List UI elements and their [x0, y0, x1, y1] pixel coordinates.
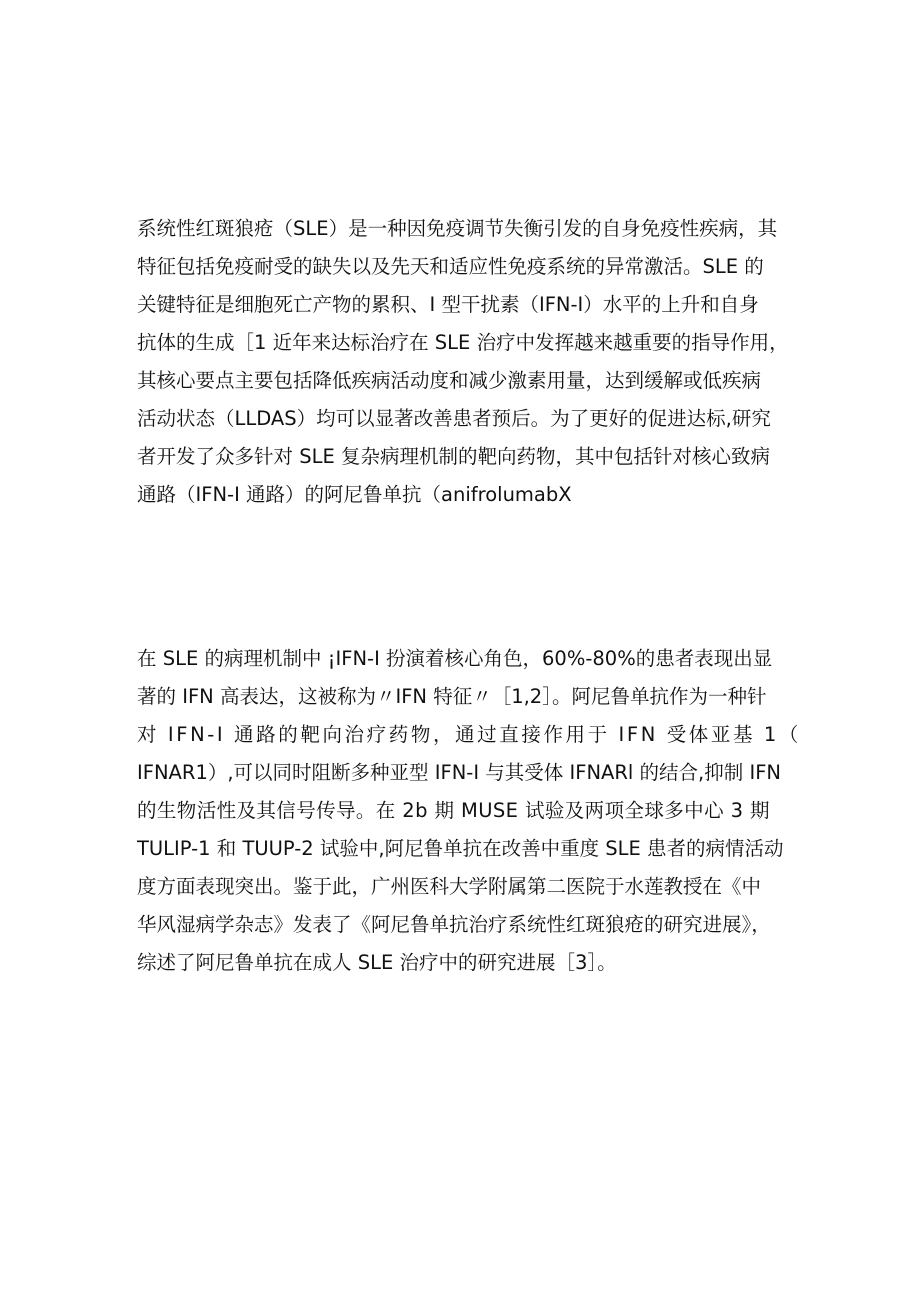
- text-line: TULIP-1 和 TUUP-2 试验中,阿尼鲁单抗在改善中重度 SLE 患者的病情活动: [137, 837, 784, 860]
- text-line: 综述了阿尼鲁单抗在成人 SLE 治疗中的研究进展［3］。: [137, 951, 617, 974]
- text-line: 通路（IFN-I 通路）的阿尼鲁单抗（anifrolumabX: [137, 483, 572, 506]
- text-line: 对 IFN-I 通路的靶向治疗药物，通过直接作用于 IFN 受体亚基 1（: [137, 723, 801, 746]
- text-line: 关键特征是细胞死亡产物的累积、I 型干扰素（IFN-I）水平的上升和自身: [137, 293, 759, 316]
- text-line: 度方面表现突出。鉴于此，广州医科大学附属第二医院于水莲教授在《中: [137, 875, 762, 898]
- text-line: 者开发了众多针对 SLE 复杂病理机制的靶向药物，其中包括针对核心致病: [137, 445, 770, 468]
- text-line: 在 SLE 的病理机制中 ¡IFN-I 扮演着核心角色，60%-80%的患者表现出显: [137, 647, 773, 670]
- text-line: 抗体的生成［1 近年来达标治疗在 SLE 治疗中发挥越来越重要的指导作用，: [137, 331, 789, 354]
- text-line: 著的 IFN 高表达，这被称为〃IFN 特征〃［1,2］。阿尼鲁单抗作为一种针: [137, 685, 767, 708]
- text-line: 活动状态（LLDAS）均可以显著改善患者预后。为了更好的促进达标,研究: [137, 407, 771, 430]
- paragraph-1: [137, 210, 797, 514]
- text-line: 的生物活性及其信号传导。在 2b 期 MUSE 试验及两项全球多中心 3 期: [137, 799, 770, 822]
- text-line: 其核心要点主要包括降低疾病活动度和减少激素用量，达到缓解或低疾病: [137, 369, 762, 392]
- paragraph-2: [137, 640, 801, 982]
- text-line: 系统性红斑狼疮（SLE）是一种因免疫调节失衡引发的自身免疫性疾病，其: [137, 217, 778, 240]
- text-line: IFNAR1）,可以同时阻断多种亚型 IFN-I 与其受体 IFNARl 的结合,抑制 IFN: [137, 761, 781, 784]
- text-line: 特征包括免疫耐受的缺失以及先天和适应性免疫系统的异常激活。SLE 的: [137, 255, 764, 278]
- text-line: 华风湿病学杂志》发表了《阿尼鲁单抗治疗系统性红斑狼疮的研究进展》，: [137, 913, 771, 936]
